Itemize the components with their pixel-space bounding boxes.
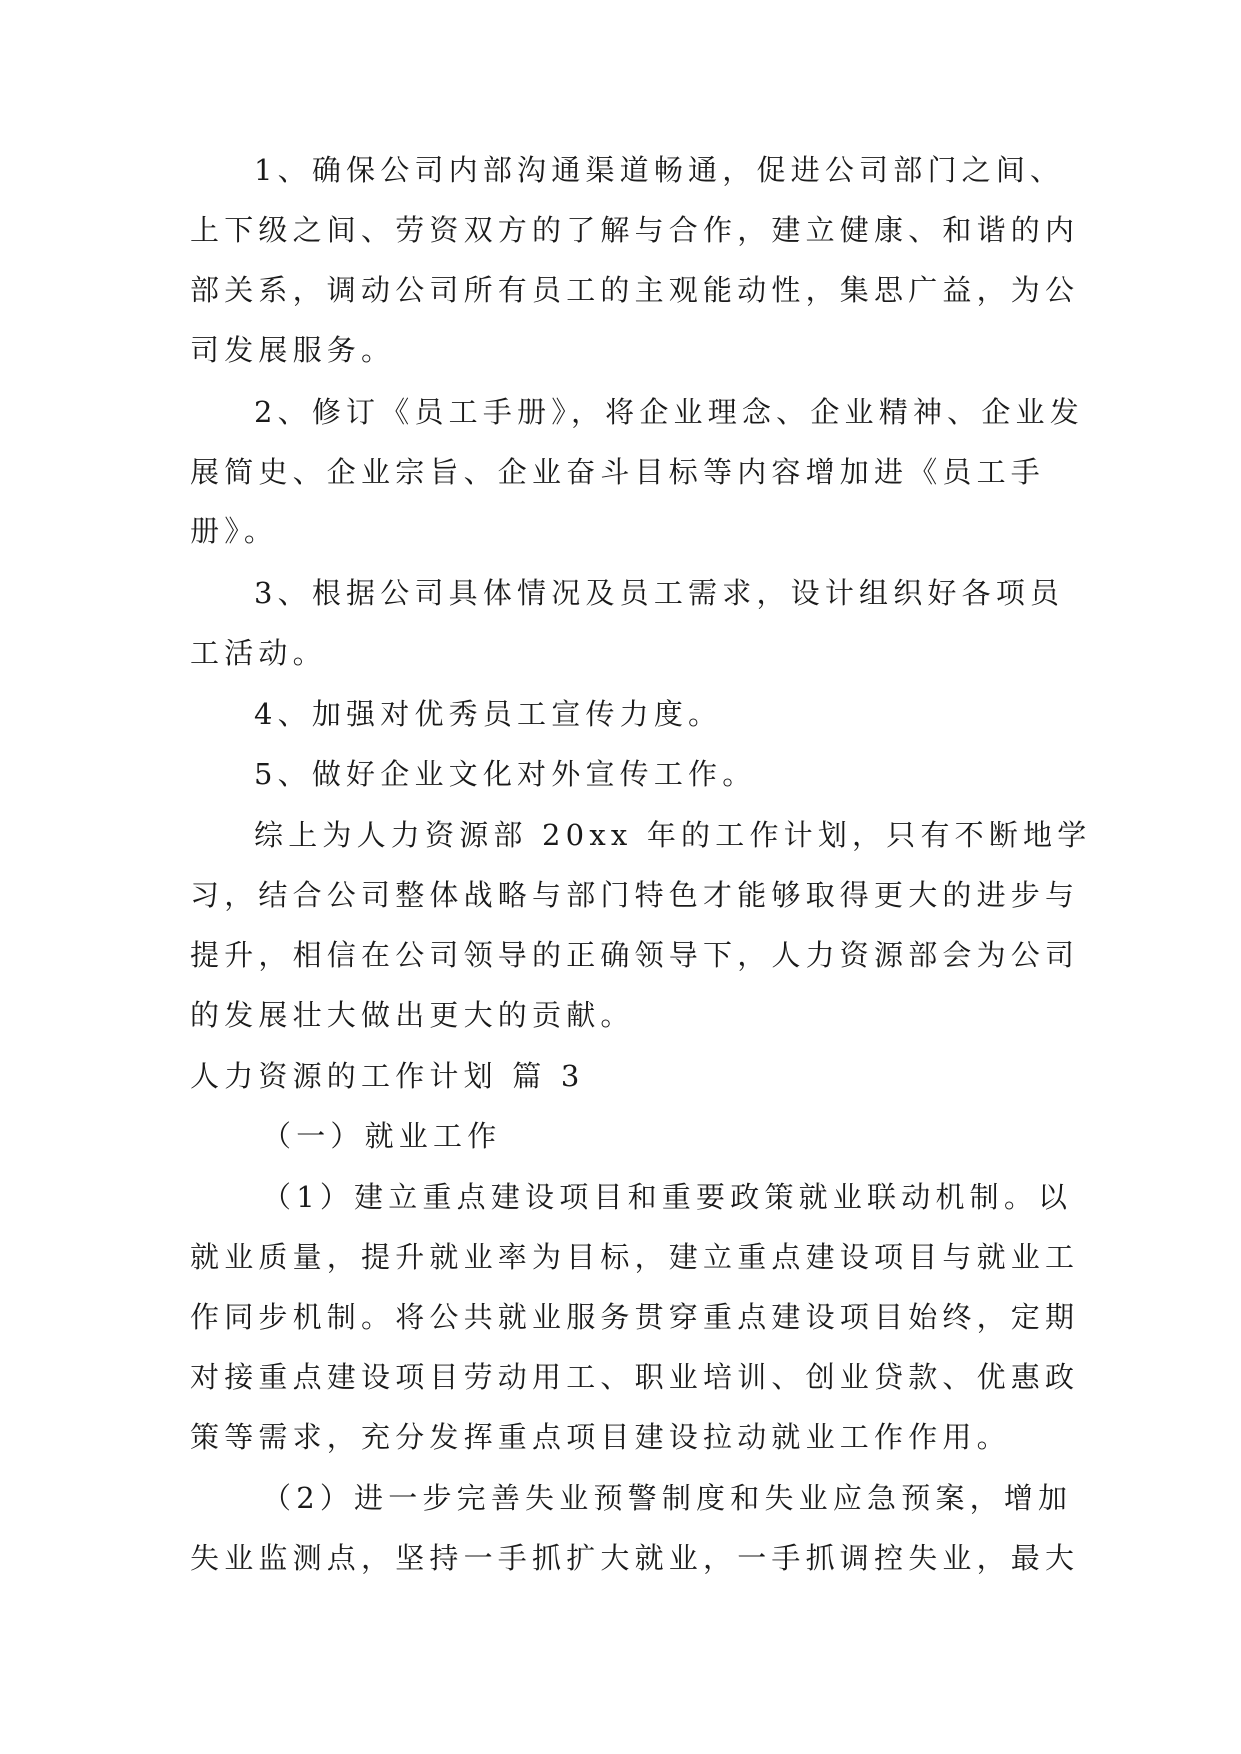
text-line: 习，结合公司整体战略与部门特色才能够取得更大的进步与 bbox=[190, 878, 1080, 912]
text-line: 综上为人力资源部 20xx 年的工作计划，只有不断地学 bbox=[254, 818, 1092, 852]
text-line: 3、根据公司具体情况及员工需求，设计组织好各项员 bbox=[254, 576, 1065, 610]
text-line: 作同步机制。将公共就业服务贯穿重点建设项目始终，定期 bbox=[190, 1300, 1080, 1334]
text-line: 司发展服务。 bbox=[190, 333, 396, 367]
text-line: 的发展壮大做出更大的贡献。 bbox=[190, 998, 635, 1032]
text-line: 5、做好企业文化对外宣传工作。 bbox=[254, 757, 757, 791]
text-line: 展简史、企业宗旨、企业奋斗目标等内容增加进《员工手 bbox=[190, 455, 1046, 489]
text-line: 策等需求，充分发挥重点项目建设拉动就业工作作用。 bbox=[190, 1420, 1011, 1454]
text-line: 提升，相信在公司领导的正确领导下，人力资源部会为公司 bbox=[190, 938, 1080, 972]
text-line: 册》。 bbox=[190, 514, 279, 548]
sub-heading: （一）就业工作 bbox=[262, 1119, 502, 1153]
text-line: （1）建立重点建设项目和重要政策就业联动机制。以 bbox=[262, 1180, 1073, 1214]
text-line: 失业监测点，坚持一手抓扩大就业，一手抓调控失业，最大 bbox=[190, 1541, 1080, 1575]
section-heading: 人力资源的工作计划 篇 3 bbox=[190, 1059, 585, 1093]
text-line: （2）进一步完善失业预警制度和失业应急预案，增加 bbox=[262, 1481, 1073, 1515]
text-line: 工活动。 bbox=[190, 636, 327, 670]
text-line: 就业质量，提升就业率为目标，建立重点建设项目与就业工 bbox=[190, 1240, 1080, 1274]
text-line: 对接重点建设项目劳动用工、职业培训、创业贷款、优惠政 bbox=[190, 1360, 1080, 1394]
text-line: 部关系，调动公司所有员工的主观能动性，集思广益，为公 bbox=[190, 273, 1080, 307]
text-line: 4、加强对优秀员工宣传力度。 bbox=[254, 697, 723, 731]
text-line: 2、修订《员工手册》，将企业理念、企业精神、企业发 bbox=[254, 395, 1084, 429]
text-line: 上下级之间、劳资双方的了解与合作，建立健康、和谐的内 bbox=[190, 213, 1080, 247]
text-line: 1、确保公司内部沟通渠道畅通，促进公司部门之间、 bbox=[254, 153, 1065, 187]
